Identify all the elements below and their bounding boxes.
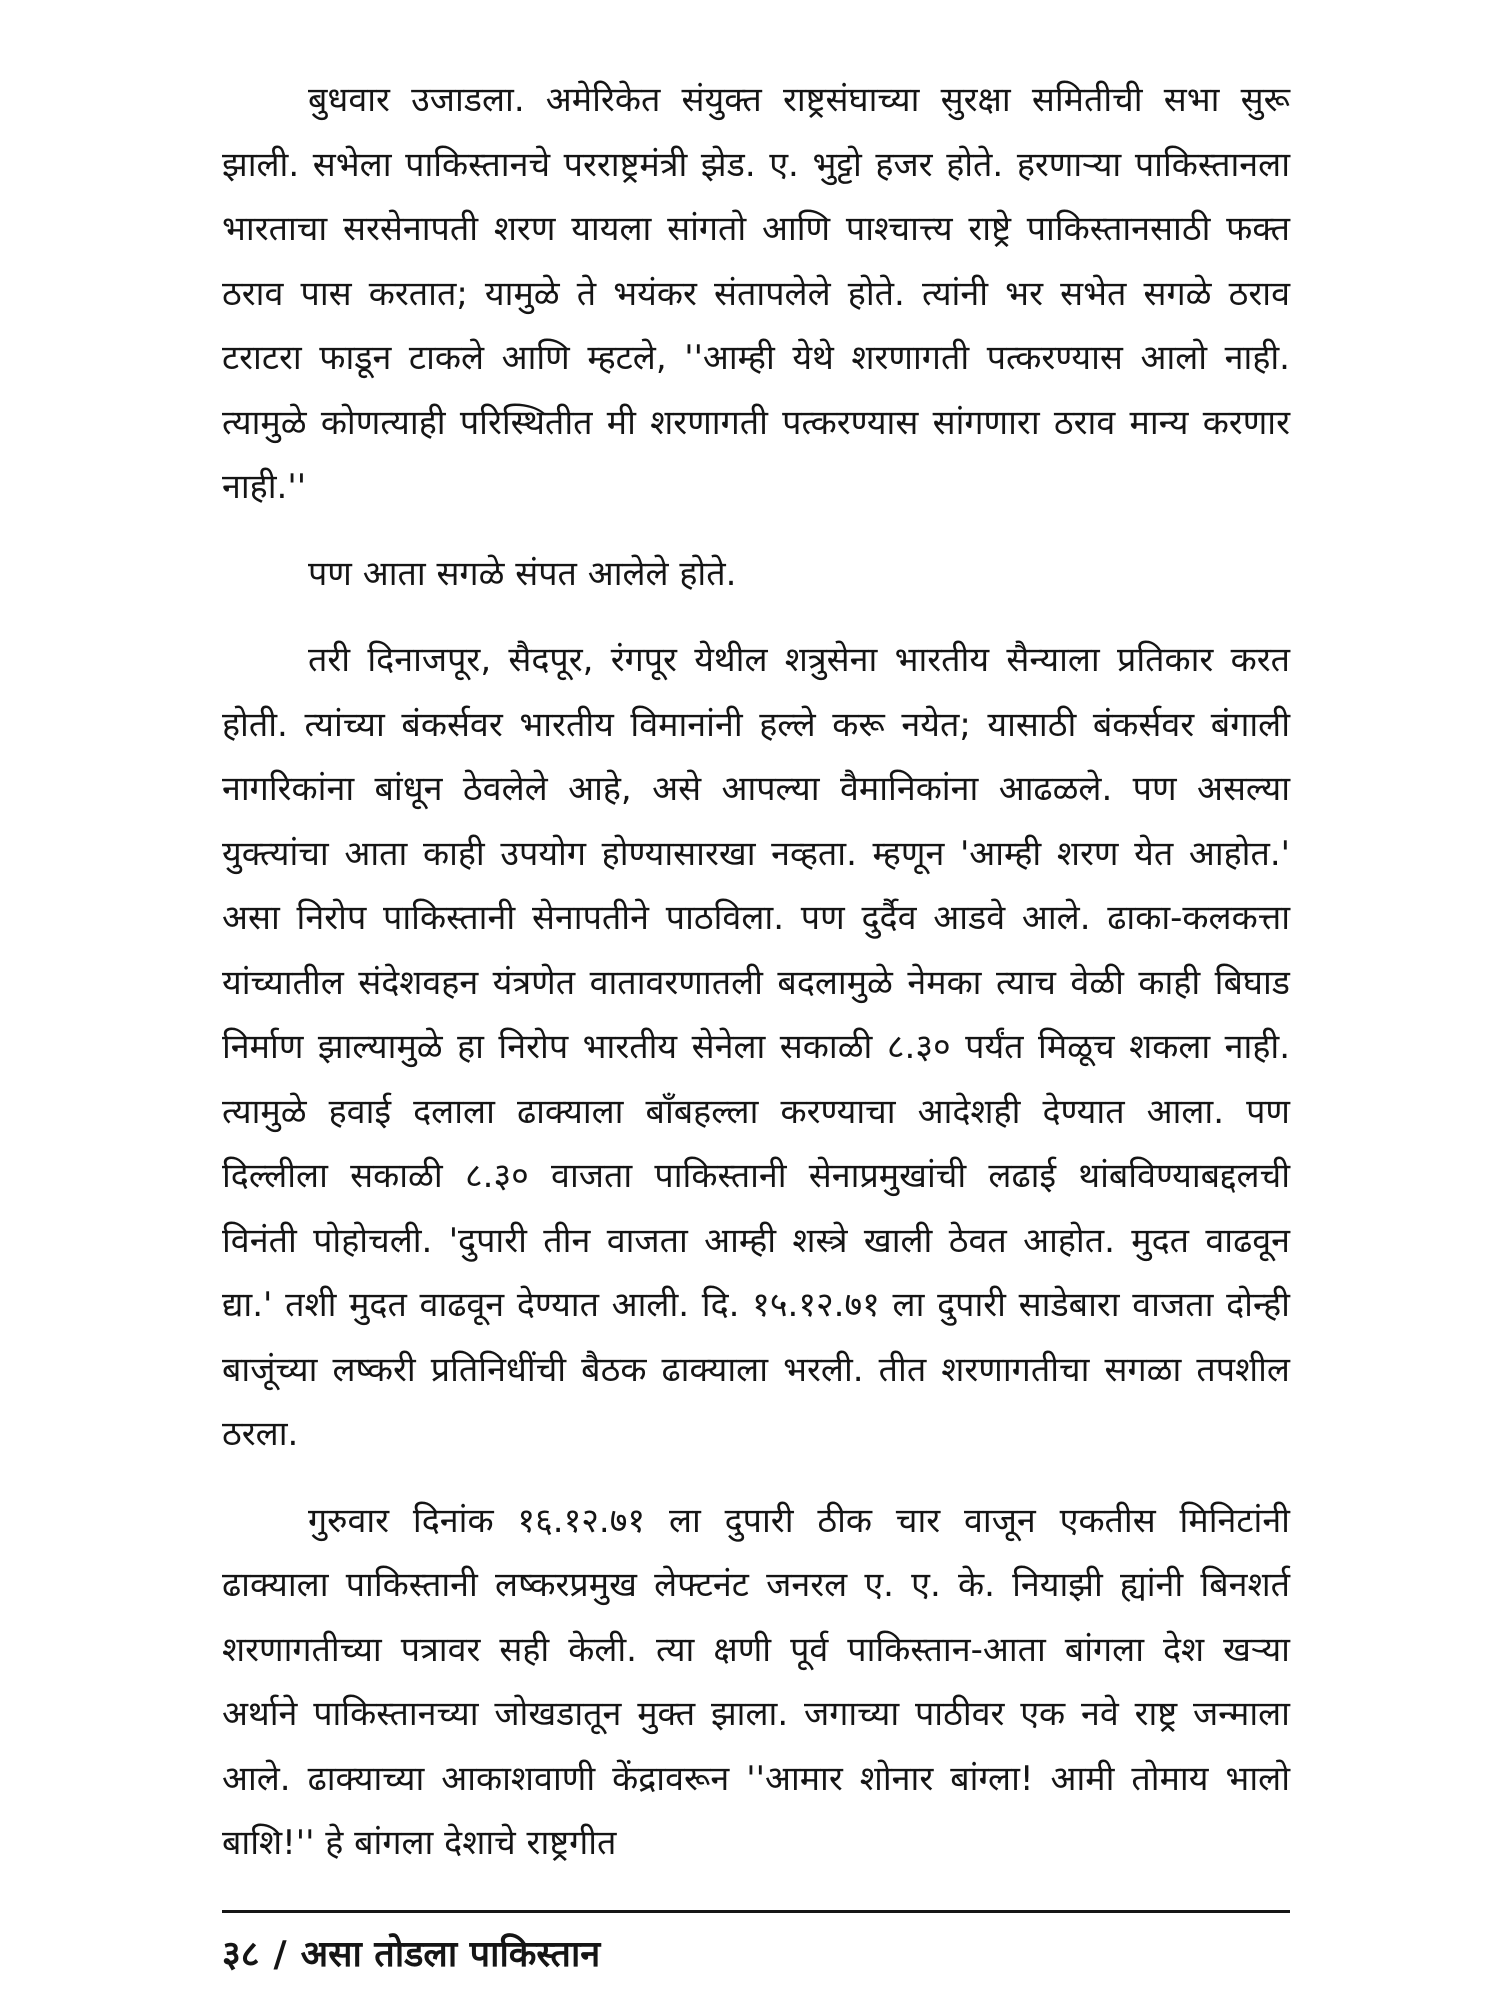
footer-divider — [222, 1910, 1290, 1913]
book-title: असा तोडला पाकिस्तान — [300, 1934, 601, 1975]
paragraph-surrender-signed: गुरुवार दिनांक १६.१२.७१ ला दुपारी ठीक चार वाजून एकतीस मिनिटांनी ढाक्याला पाकिस्तानी लष्करप्रमुख लेफ्टनंट जनरल ए. ए. के. नियाझी ह्यांनी बिनशर्त शरणागतीच्या पत्रावर सही केली. त्या क्षणी पूर्व पाकिस्तान-आता बांगला देश खऱ्या अर्थाने पाकिस्तानच्या जोखडातून मुक्त झाला. जगाच्या पाठीवर एक नवे राष्ट्र जन्माला आले. ढाक्याच्या आकाशवाणी केंद्रावरून ''आमार शोनार बांग्ला! आमी तोमाय भालो बाशि!'' हे बांगला देशाचे राष्ट्रगीत — [222, 1500, 1290, 1863]
page-footer — [222, 1928, 600, 1977]
footer-separator: / — [273, 1934, 287, 1975]
body-text — [222, 68, 1290, 1876]
page-number: ३८ — [222, 1934, 260, 1975]
paragraph-all-ending: पण आता सगळे संपत आलेले होते. — [308, 553, 737, 594]
paragraph-surrender-message: तरी दिनाजपूर, सैदपूर, रंगपूर येथील शत्रुसेना भारतीय सैन्याला प्रतिकार करत होती. त्यांच्या बंकर्सवर भारतीय विमानांनी हल्ले करू नयेत; यासाठी बंकर्सवर बंगाली नागरिकांना बांधून ठेवलेले आहे, असे आपल्या वैमानिकांना आढळले. पण असल्या युक्त्यांचा आता काही उपयोग होण्यासारखा नव्हता. म्हणून 'आम्ही शरण येत आहोत.' असा निरोप पाकिस्तानी सेनापतीने पाठविला. पण दुर्दैव आडवे आले. ढाका-कलकत्ता यांच्यातील संदेशवहन यंत्रणेत वातावरणातली बदलामुळे नेमका त्याच वेळी काही बिघाड निर्माण झाल्यामुळे हा निरोप भारतीय सेनेला सकाळी ८.३० पर्यंत मिळूच शकला नाही. त्यामुळे हवाई दलाला ढाक्याला बाँबहल्ला करण्याचा आदेशही देण्यात आला. पण दिल्लीला सकाळी ८.३० वाजता पाकिस्तानी सेनाप्रमुखांची लढाई थांबविण्याबद्दलची विनंती पोहोचली. 'दुपारी तीन वाजता आम्ही शस्त्रे खाली ठेवत आहोत. मुदत वाढवून द्या.' तशी मुदत वाढवून देण्यात आली. दि. १५.१२.७१ ला दुपारी साडेबारा वाजता दोन्ही बाजूंच्या लष्करी प्रतिनिधींची बैठक ढाक्याला भरली. तीत शरणागतीचा सगळा तपशील ठरला. — [222, 640, 1290, 1454]
paragraph-security-council: बुधवार उजाडला. अमेरिकेत संयुक्त राष्ट्रसंघाच्या सुरक्षा समितीची सभा सुरू झाली. सभेला पाकिस्तानचे परराष्ट्रमंत्री झेड. ए. भुट्टो हजर होते. हरणाऱ्या पाकिस्तानला भारताचा सरसेनापती शरण यायला सांगतो आणि पाश्चात्त्य राष्ट्रे पाकिस्तानसाठी फक्त ठराव पास करतात; यामुळे ते भयंकर संतापलेले होते. त्यांनी भर सभेत सगळे ठराव टराटरा फाडून टाकले आणि म्हटले, ''आम्ही येथे शरणागती पत्करण्यास आलो नाही. त्यामुळे कोणत्याही परिस्थितीत मी शरणागती पत्करण्यास सांगणारा ठराव मान्य करणार नाही.'' — [222, 80, 1290, 507]
